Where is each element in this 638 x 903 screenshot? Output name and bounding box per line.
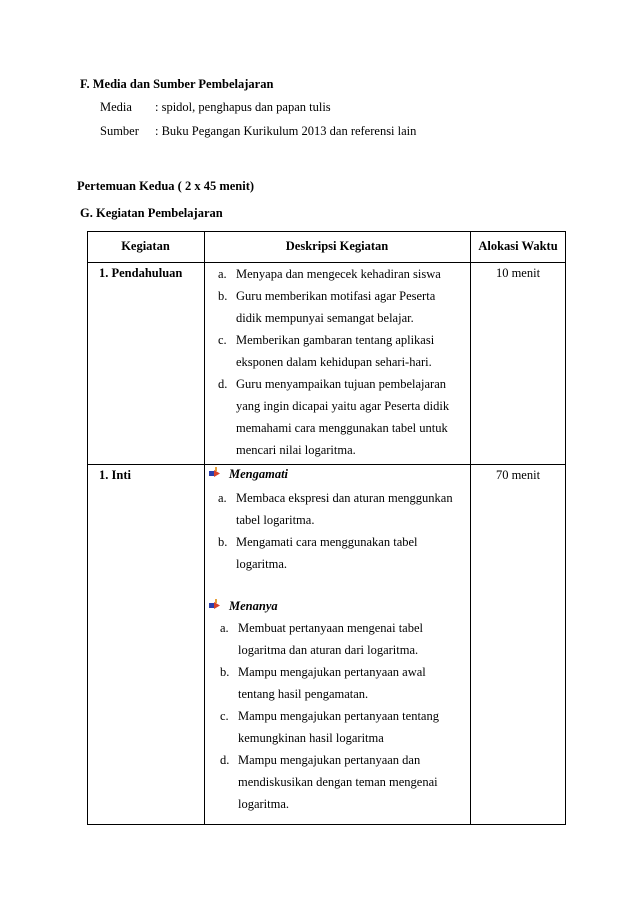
header-deskripsi: Deskripsi Kegiatan xyxy=(285,239,389,253)
header-alokasi-waktu: Alokasi Waktu xyxy=(478,239,558,253)
row-inti-kegiatan: 1. Inti xyxy=(99,468,131,482)
media-label: Media xyxy=(100,100,132,114)
arrow-bullet-icon xyxy=(209,467,221,479)
meeting-title: Pertemuan Kedua ( 2 x 45 menit) xyxy=(77,179,255,193)
row-inti-waktu: 70 menit xyxy=(495,468,541,482)
row-pendahuluan-kegiatan: 1. Pendahuluan xyxy=(99,266,183,280)
media-value: : spidol, penghapus dan papan tulis xyxy=(155,100,331,114)
header-kegiatan: Kegiatan xyxy=(121,239,170,253)
sumber-label: Sumber xyxy=(100,124,139,138)
row-pendahuluan-waktu: 10 menit xyxy=(495,266,541,280)
sumber-value: : Buku Pegangan Kurikulum 2013 dan referensi lain xyxy=(155,124,417,138)
activities-table xyxy=(87,231,566,825)
group-mengamati-title: Mengamati xyxy=(209,467,288,482)
row-pendahuluan-deskripsi: a. Menyapa dan mengecek kehadiran siswa b. Guru memberikan motifasi agar Peserta didik mempunyai semangat belajar. c. Memberikan gambaran tentang aplikasi eksponen dalam kehidupan sehari-hari. d. Guru menyampaikan tujuan pembelajaran yang ingin dicapai yaitu agar Peserta didik memahami cara menggunakan tabel untuk mencari nilai logaritma. xyxy=(218,267,450,457)
group-menanya-title: Menanya xyxy=(209,599,278,614)
row-inti-deskripsi: Mengamati a. Membaca ekspresi dan aturan menggunkan tabel logaritma. b. Mengamati cara menggunakan tabel logaritma. Menanya a. Membuat pertanyaan mengenai tabel logaritma dan aturan dari logaritma. b. Mampu mengajukan pertanyaan awal tentang hasil pengamatan. c. Mampu mengajukan pertanyaan tentang kemungkinan hasil logaritma d. Mampu mengajukan pertanyaan dan mendiskusikan dengan teman mengenai logaritma. xyxy=(205,465,467,823)
arrow-bullet-icon xyxy=(209,599,221,611)
section-g-heading: G. Kegiatan Pembelajaran xyxy=(80,206,223,220)
section-f-heading: F. Media dan Sumber Pembelajaran xyxy=(80,77,274,91)
